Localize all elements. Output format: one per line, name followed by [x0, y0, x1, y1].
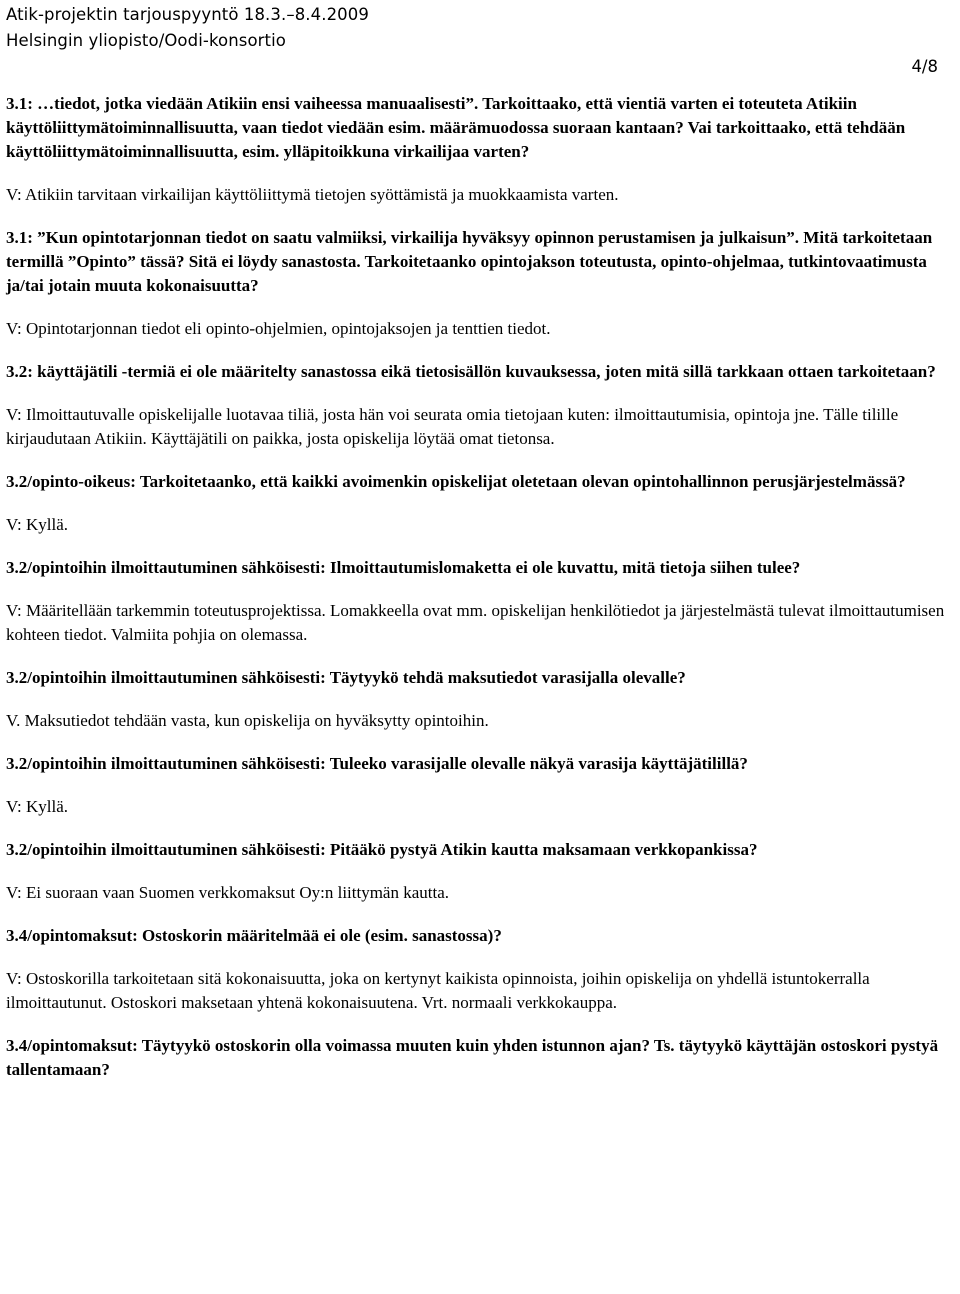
- question-paragraph: 3.2/opintoihin ilmoittautuminen sähköisesti: Pitääkö pystyä Atikin kautta maksamaan verkkopankissa?: [6, 840, 758, 859]
- document-header: [6, 2, 369, 54]
- question-paragraph: 3.2: käyttäjätili -termiä ei ole määritelty sanastossa eikä tietosisällön kuvauksessa, joten mitä sillä tarkkaan ottaen tarkoitetaan?: [6, 362, 936, 381]
- header-organization: Helsingin yliopisto/Oodi-konsortio: [6, 31, 286, 50]
- answer-paragraph: V: Ilmoittautuvalle opiskelijalle luotavaa tiliä, josta hän voi seurata omia tietojaan kuten: ilmoittautumisia, opintoja jne. Tälle tilille kirjaudutaan Atikiin. Käyttäjätili on paikka, josta opiskelija löytää omat tietonsa.: [6, 405, 899, 448]
- answer-paragraph: V: Opintotarjonnan tiedot eli opinto-ohjelmien, opintojaksojen ja tenttien tiedot.: [6, 319, 551, 338]
- answer-paragraph: V: Atikiin tarvitaan virkailijan käyttöliittymä tietojen syöttämistä ja muokkaamista varten.: [6, 185, 619, 204]
- question-paragraph: 3.4/opintomaksut: Ostoskorin määritelmää ei ole (esim. sanastossa)?: [6, 926, 502, 945]
- question-paragraph: 3.2/opintoihin ilmoittautuminen sähköisesti: Täytyykö tehdä maksutiedot varasijalla olevalle?: [6, 668, 686, 687]
- answer-paragraph: V: Kyllä.: [6, 515, 69, 534]
- page-number: 4/8: [911, 57, 938, 76]
- answer-paragraph: V. Maksutiedot tehdään vasta, kun opiskelija on hyväksytty opintoihin.: [6, 711, 489, 730]
- question-paragraph: 3.2/opinto-oikeus: Tarkoitetaanko, että kaikki avoimenkin opiskelijat oletetaan olevan opintohallinnon perusjärjestelmässä?: [6, 472, 906, 491]
- question-paragraph: 3.2/opintoihin ilmoittautuminen sähköisesti: Ilmoittautumislomaketta ei ole kuvattu, mitä tietoja siihen tulee?: [6, 558, 801, 577]
- qa-content: [6, 92, 960, 1101]
- answer-paragraph: V: Ei suoraan vaan Suomen verkkomaksut Oy:n liittymän kautta.: [6, 883, 450, 902]
- question-paragraph: 3.2/opintoihin ilmoittautuminen sähköisesti: Tuleeko varasijalle olevalle näkyä varasija käyttäjätilillä?: [6, 754, 748, 773]
- header-title: Atik-projektin tarjouspyyntö 18.3.–8.4.2009: [6, 5, 369, 24]
- answer-paragraph: V: Määritellään tarkemmin toteutusprojektissa. Lomakkeella ovat mm. opiskelijan henkilötiedot ja järjestelmästä tulevat ilmoittautumisen kohteen tiedot. Valmiita pohjia on olemassa.: [6, 601, 945, 644]
- answer-paragraph: V: Kyllä.: [6, 797, 69, 816]
- answer-paragraph: V: Ostoskorilla tarkoitetaan sitä kokonaisuutta, joka on kertynyt kaikista opinnoista, joihin opiskelija on yhdellä istuntokerralla ilmoittautunut. Ostoskori maksetaan yhtenä kokonaisuutena. Vrt. normaali verkkokauppa.: [6, 969, 870, 1012]
- question-paragraph: 3.4/opintomaksut: Täytyykö ostoskorin olla voimassa muuten kuin yhden istunnon ajan? Ts. täytyykö käyttäjän ostoskori pystyä tallentamaan?: [6, 1036, 939, 1079]
- question-paragraph: 3.1: ”Kun opintotarjonnan tiedot on saatu valmiiksi, virkailija hyväksyy opinnon perustamisen ja julkaisun”. Mitä tarkoitetaan termillä ”Opinto” tässä? Sitä ei löydy sanastosta. Tarkoitetaanko opintojakson toteutusta, opinto-ohjelmaa, tutkintovaatimusta ja/tai jotain muuta kokonaisuutta?: [6, 228, 933, 295]
- question-paragraph: 3.1: …tiedot, jotka viedään Atikiin ensi vaiheessa manuaalisesti”. Tarkoittaako, että vientiä varten ei toteuteta Atikiin käyttöliittymätoiminnallisuutta, vaan tiedot viedään esim. määrämuodossa suoraan kantaan? Vai tarkoittaako, että tehdään käyttöliittymätoiminnallisuutta, esim. ylläpitoikkuna virkailijaa varten?: [6, 94, 906, 161]
